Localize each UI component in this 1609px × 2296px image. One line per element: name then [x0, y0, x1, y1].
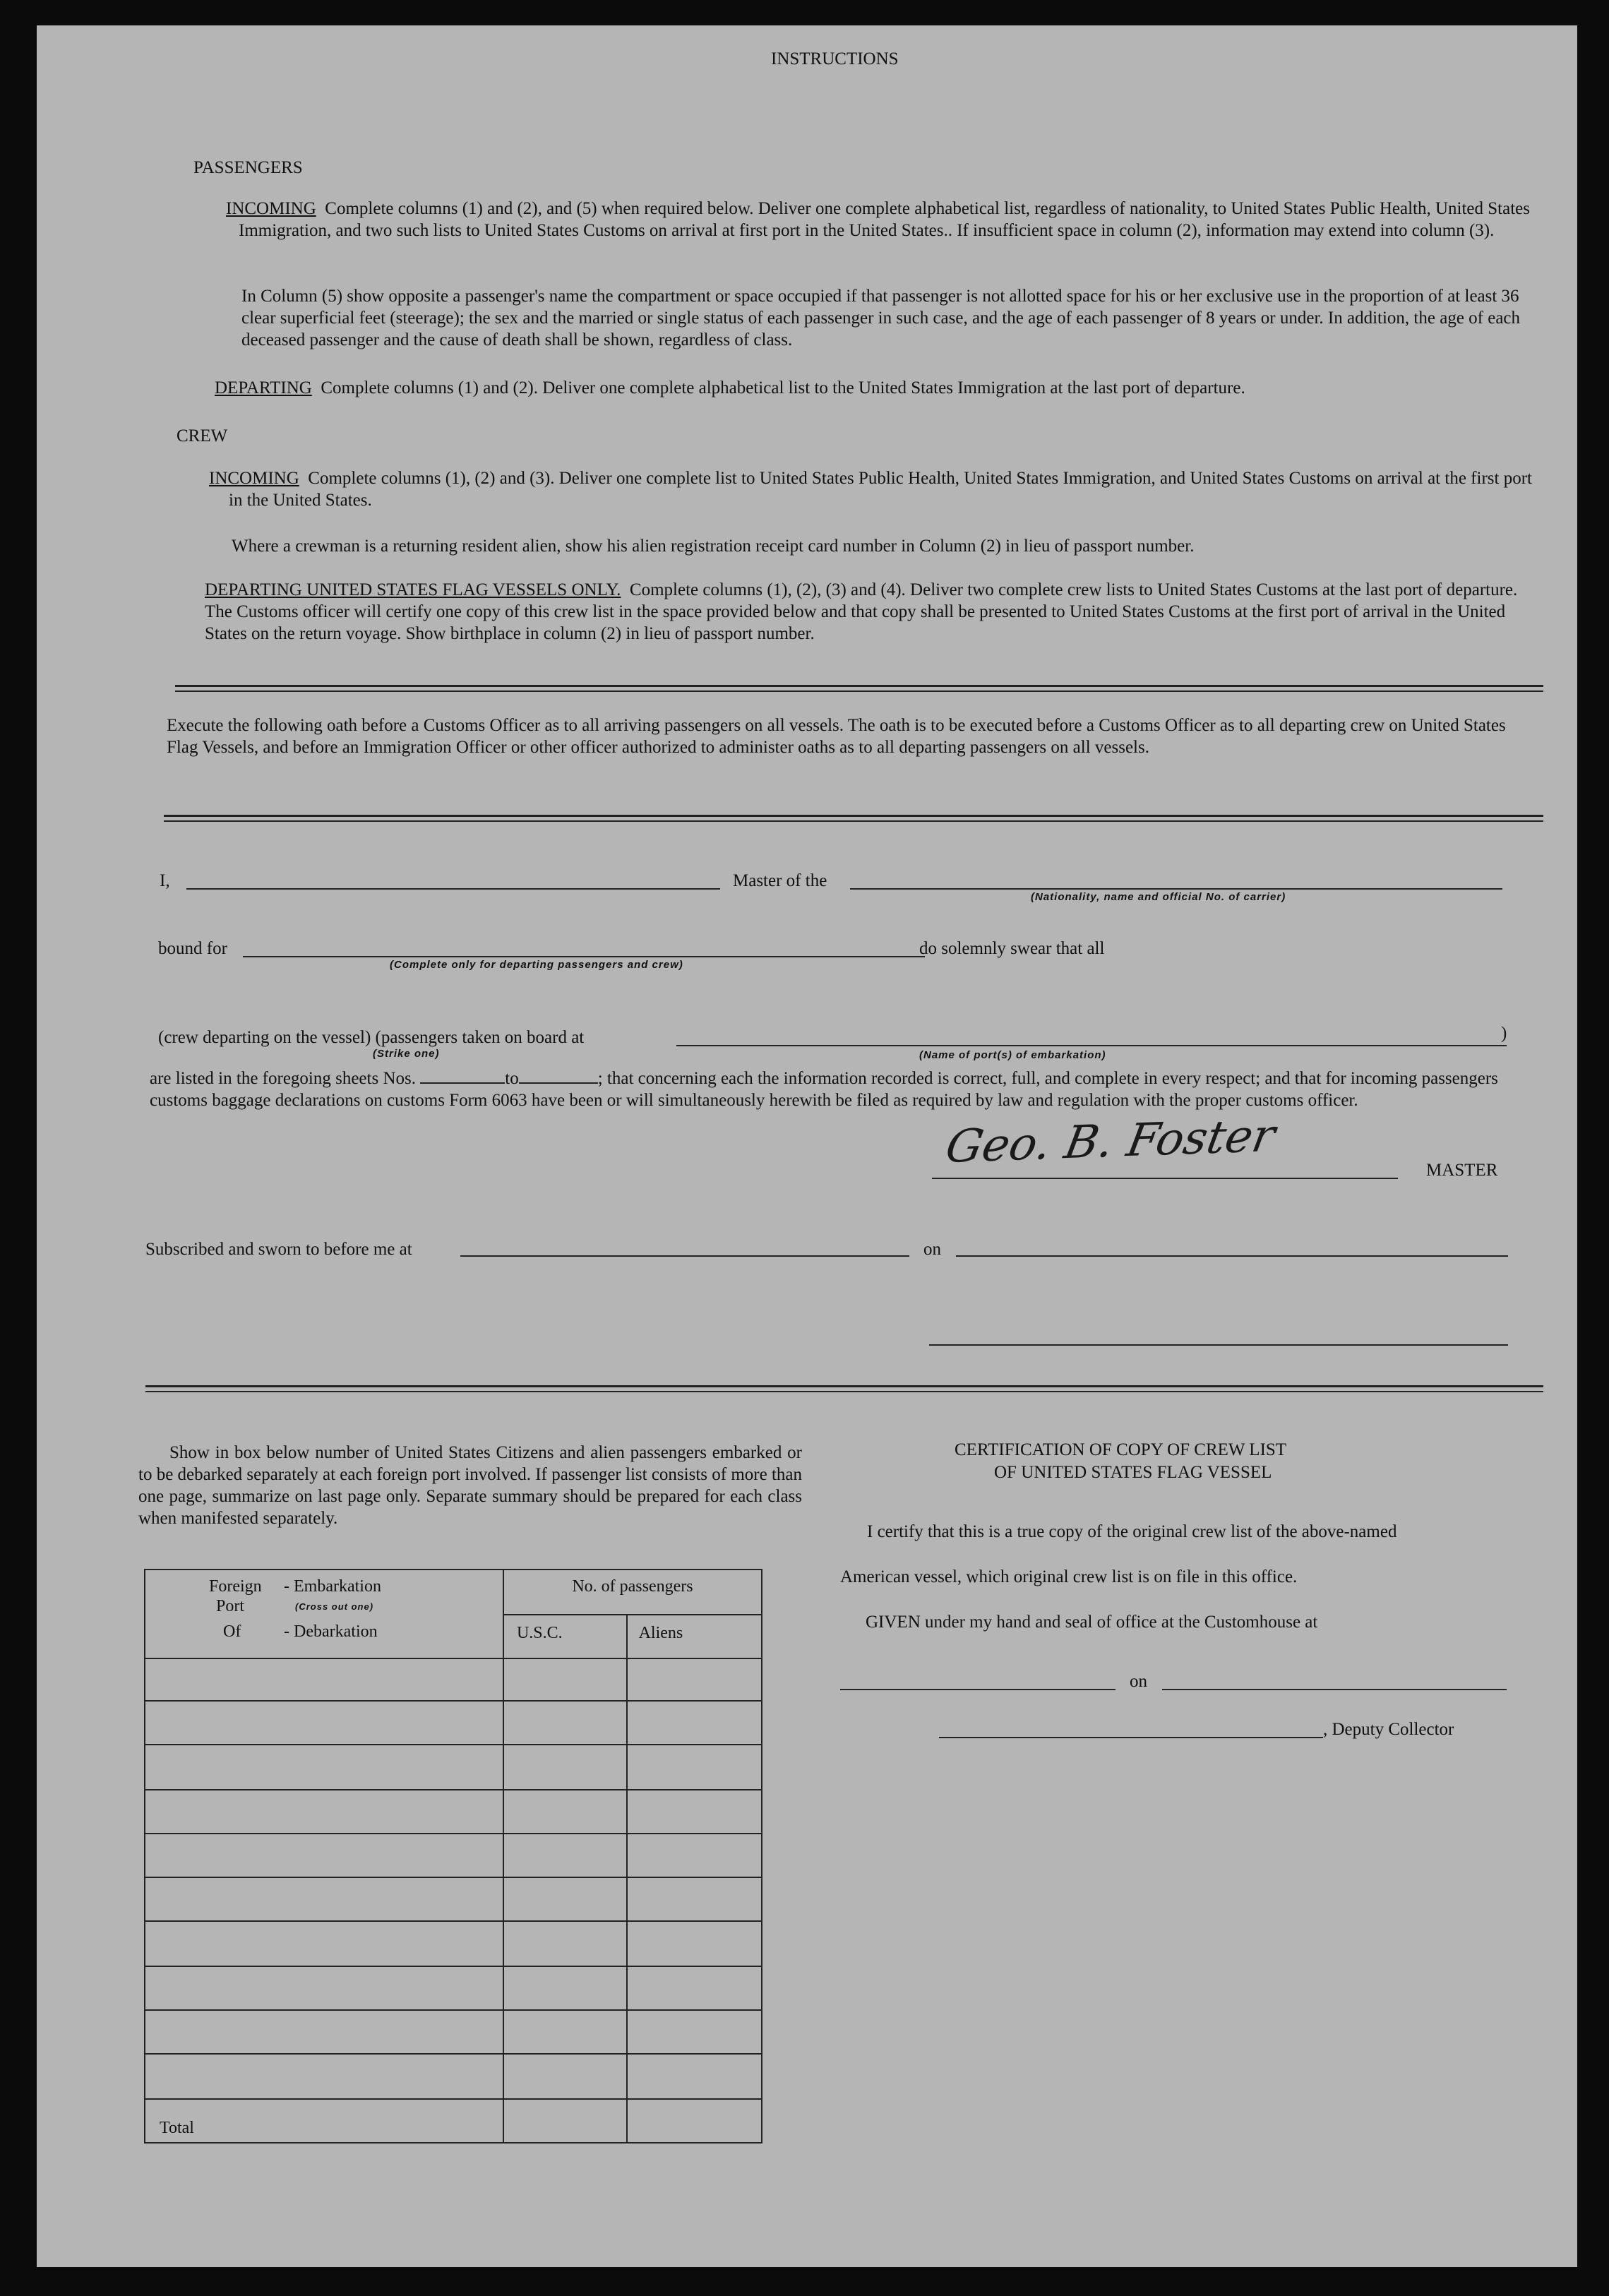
total-label: Total	[145, 2099, 503, 2143]
summary-instruction: Show in box below number of United States Citizens and alien passengers embarked or to be debarked separately at each foreign port involved. If passenger list consists of more than one page, summarize on last page only. Separate summary should be prepared for each class when manifested separately.	[138, 1443, 802, 1528]
table-row	[145, 1790, 762, 1834]
master-of-label: Master of the	[733, 871, 827, 890]
signature-line[interactable]	[932, 1178, 1398, 1179]
cert-date-line[interactable]	[1162, 1689, 1507, 1690]
divider	[175, 685, 1543, 687]
passengers-departing-label: DEPARTING	[215, 378, 312, 397]
port-cell[interactable]	[145, 2010, 503, 2054]
usc-cell[interactable]	[503, 1834, 627, 1877]
passengers-departing-paragraph	[215, 377, 1245, 399]
port-cell[interactable]	[145, 1834, 503, 1877]
table-row	[145, 1701, 762, 1745]
passengers-heading: PASSENGERS	[193, 158, 303, 177]
close-paren: )	[1501, 1024, 1507, 1043]
aliens-cell[interactable]	[627, 1658, 762, 1701]
passengers-incoming-label: INCOMING	[226, 199, 316, 218]
crew-incoming-paragraph	[209, 467, 1535, 511]
carrier-hint: (Nationality, name and official No. of carrier)	[1031, 891, 1286, 903]
document-page	[37, 25, 1577, 2267]
deputy-label: , Deputy Collector	[1323, 1720, 1454, 1739]
certify-text: I certify that this is a true copy of the original crew list of the above-named	[867, 1522, 1397, 1541]
sheet-to-line[interactable]	[519, 1068, 598, 1084]
crew-departing-label: (crew departing on the vessel) (passengers taken on board at	[158, 1028, 585, 1047]
oath-instruction: Execute the following oath before a Customs Officer as to all arriving passengers on all vessels. The oath is to be executed before a Customs Officer as to all departing crew on United States Flag Vessels, and before an Immigration Officer or other officer authorized to administer oaths as to all departing passengers on all vessels.	[167, 716, 1506, 757]
usc-total-cell[interactable]	[503, 2099, 627, 2143]
sworn-at-line[interactable]	[460, 1255, 909, 1257]
master-name-line[interactable]	[186, 888, 720, 890]
aliens-cell[interactable]	[627, 1701, 762, 1745]
subscribed-label: Subscribed and sworn to before me at	[145, 1240, 412, 1259]
oath-listed-paragraph	[150, 1068, 1543, 1111]
sworn-date-line[interactable]	[956, 1255, 1508, 1257]
table-row	[145, 1966, 762, 2010]
crew-incoming-label: INCOMING	[209, 469, 299, 488]
cert-on-label: on	[1130, 1672, 1147, 1691]
given-text: GIVEN under my hand and seal of office at the Customhouse at	[866, 1613, 1318, 1632]
crew-incoming-text: Complete columns (1), (2) and (3). Deliver one complete list to United States Public Health, United States Immigration, and United States Customs on arrival at the first port in the United States.	[229, 469, 1532, 510]
port-cell[interactable]	[145, 1877, 503, 1921]
aliens-total-cell[interactable]	[627, 2099, 762, 2143]
usc-cell[interactable]	[503, 1658, 627, 1701]
to-label: to	[505, 1069, 519, 1088]
aliens-cell[interactable]	[627, 1877, 762, 1921]
usc-cell[interactable]	[503, 1966, 627, 2010]
swear-label: do solemnly swear that all	[919, 939, 1105, 958]
aliens-cell[interactable]	[627, 1745, 762, 1790]
usc-cell[interactable]	[503, 2054, 627, 2099]
bound-for-hint: (Complete only for departing passengers and crew)	[390, 959, 683, 971]
certification-title-1: CERTIFICATION OF COPY OF CREW LIST	[955, 1440, 1287, 1459]
usc-cell[interactable]	[503, 1921, 627, 1966]
divider	[145, 1391, 1543, 1392]
port-cell[interactable]	[145, 1921, 503, 1966]
usc-cell[interactable]	[503, 1790, 627, 1834]
ports-hint: (Name of port(s) of embarkation)	[919, 1049, 1106, 1061]
crew-departing-text: Complete columns (1), (2), (3) and (4). Deliver two complete crew lists to United States Customs at the last port of departure. The Customs officer will certify one copy of this crew list in the space provided below and that copy shall be presented to United States Customs at the first port of arrival in the United States on the return voyage. Show birthplace in column (2) in lieu of passport number.	[205, 580, 1518, 643]
customhouse-line[interactable]	[840, 1689, 1115, 1690]
usc-cell[interactable]	[503, 1701, 627, 1745]
ports-line[interactable]	[676, 1045, 1507, 1046]
passengers-incoming-text: Complete columns (1) and (2), and (5) when required below. Deliver one complete alphabetical list, regardless of nationality, to United States Public Health, United States Immigration, and two such lists to United States Customs on arrival at first port in the United States.. If insufficient space in column (2), information may extend into column (3).	[239, 199, 1530, 240]
port-header	[145, 1569, 503, 1658]
bound-for-line[interactable]	[243, 956, 925, 957]
divider	[164, 820, 1543, 822]
master-label: MASTER	[1426, 1161, 1498, 1180]
col-no-passengers: No. of passengers	[503, 1569, 762, 1615]
bound-for-label: bound for	[158, 939, 227, 958]
table-row	[145, 1921, 762, 1966]
col-embarkation: - Embarkation	[284, 1577, 381, 1596]
aliens-cell[interactable]	[627, 1790, 762, 1834]
master-signature: Geo. B. Foster	[941, 1109, 1279, 1174]
aliens-cell[interactable]	[627, 1834, 762, 1877]
col-of: Of	[223, 1622, 241, 1641]
usc-cell[interactable]	[503, 1745, 627, 1790]
aliens-cell[interactable]	[627, 1966, 762, 2010]
port-cell[interactable]	[145, 1745, 503, 1790]
table-row	[145, 1834, 762, 1877]
passengers-departing-text: Complete columns (1) and (2). Deliver one complete alphabetical list to the United States Immigration at the last port of departure.	[321, 378, 1245, 397]
cross-out-hint: (Cross out one)	[295, 1601, 374, 1612]
officer-line[interactable]	[929, 1344, 1508, 1346]
strike-hint: (Strike one)	[373, 1048, 440, 1060]
table-row	[145, 2054, 762, 2099]
carrier-line[interactable]	[850, 888, 1502, 890]
crew-departing-label: DEPARTING UNITED STATES FLAG VESSELS ONLY.	[205, 580, 621, 599]
col-usc: U.S.C.	[503, 1615, 627, 1658]
table-row	[145, 1658, 762, 1701]
table-row	[145, 1877, 762, 1921]
crew-departing-paragraph	[205, 579, 1532, 645]
listed-label: are listed in the foregoing sheets Nos.	[150, 1069, 416, 1088]
divider	[175, 690, 1543, 692]
sworn-on-label: on	[923, 1240, 941, 1259]
divider	[145, 1385, 1543, 1387]
usc-cell[interactable]	[503, 2010, 627, 2054]
certification-title-2: OF UNITED STATES FLAG VESSEL	[994, 1463, 1272, 1482]
col-port: Port	[216, 1597, 245, 1615]
table-row	[145, 2010, 762, 2054]
vessel-text: American vessel, which original crew list is on file in this office.	[840, 1567, 1298, 1586]
aliens-cell[interactable]	[627, 2054, 762, 2099]
oath-i-label: I,	[160, 871, 170, 890]
passenger-summary-table	[144, 1569, 762, 2143]
aliens-cell[interactable]	[627, 2010, 762, 2054]
port-cell[interactable]	[145, 1701, 503, 1745]
total-row	[145, 2099, 762, 2143]
crew-heading: CREW	[177, 426, 228, 446]
col-debarkation: - Debarkation	[284, 1622, 378, 1641]
passengers-incoming-paragraph	[226, 198, 1545, 241]
deputy-collector-line[interactable]	[939, 1737, 1323, 1738]
col-aliens: Aliens	[627, 1615, 762, 1658]
port-cell[interactable]	[145, 1658, 503, 1701]
col-foreign: Foreign	[209, 1577, 262, 1596]
passengers-column5-text: In Column (5) show opposite a passenger's name the compartment or space occupied if that passenger is not allotted space for his or her exclusive use in the proportion of at least 36 clear superficial feet (steerage); the sex and the married or single status of each passenger in such case, and the age of each passenger of 8 years or under. In addition, the age of each deceased passenger and the cause of death shall be shown, regardless of class.	[241, 287, 1521, 349]
crew-crewman-text: Where a crewman is a returning resident alien, show his alien registration receipt card number in Column (2) in lieu of passport number.	[232, 537, 1195, 556]
aliens-cell[interactable]	[627, 1921, 762, 1966]
sheet-from-line[interactable]	[420, 1068, 505, 1084]
usc-cell[interactable]	[503, 1877, 627, 1921]
divider	[164, 815, 1543, 817]
port-cell[interactable]	[145, 1966, 503, 2010]
table-row	[145, 1745, 762, 1790]
port-cell[interactable]	[145, 2054, 503, 2099]
port-cell[interactable]	[145, 1790, 503, 1834]
page-title: INSTRUCTIONS	[771, 49, 899, 68]
listed-rest: ; that concerning each the information recorded is correct, full, and complete in every respect; and that for incoming passengers customs baggage declarations on customs Form 6063 have been or will simultaneously herewith be filed as required by law and regulation with the proper customs officer.	[150, 1069, 1498, 1110]
